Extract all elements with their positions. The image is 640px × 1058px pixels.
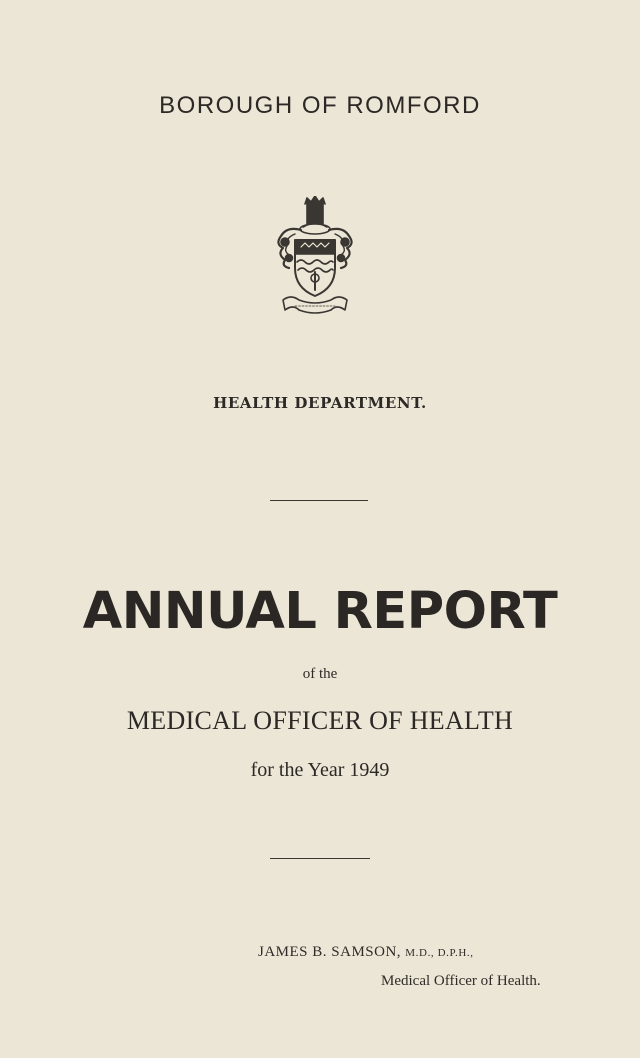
signatory-qualifications: M.D., D.P.H., [405,947,474,959]
coat-of-arms-icon [265,196,365,326]
report-year: for the Year 1949 [250,759,390,781]
divider-rule-top [270,500,368,501]
divider-rule-bottom [270,858,370,859]
of-the-text: of the [302,666,338,682]
signatory-role: Medical Officer of Health. [381,973,541,989]
report-subtitle: MEDICAL OFFICER OF HEALTH [126,706,514,735]
report-title: ANNUAL REPORT [82,582,558,641]
department-heading: HEALTH DEPARTMENT. [213,394,427,412]
borough-heading: BOROUGH OF ROMFORD [159,92,481,119]
signatory-name-line [258,944,474,961]
signatory-name: JAMES B. SAMSON, [258,944,402,960]
